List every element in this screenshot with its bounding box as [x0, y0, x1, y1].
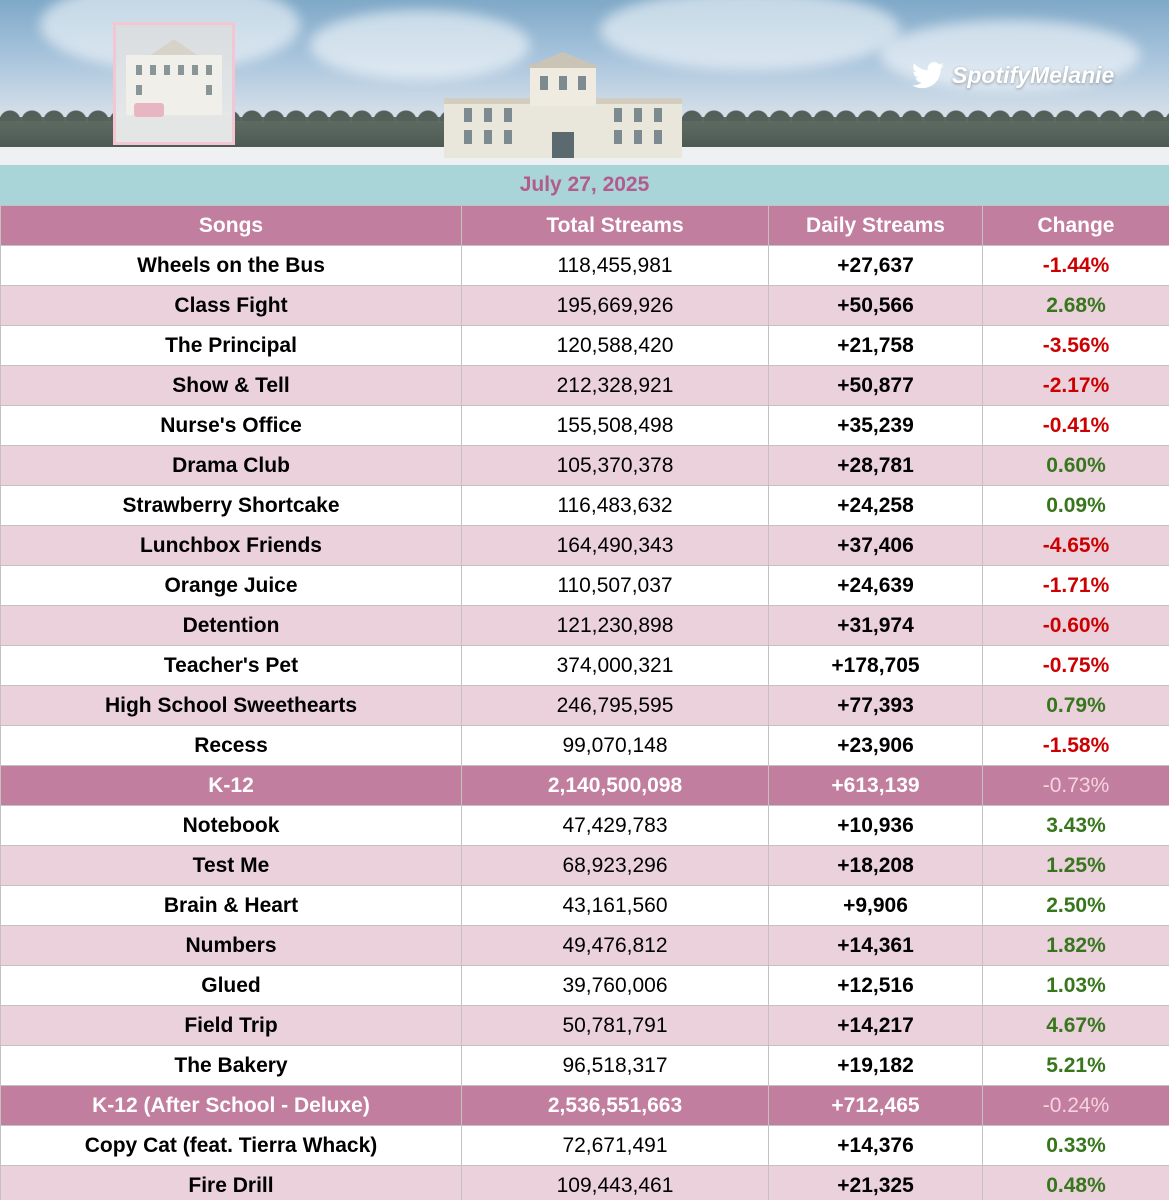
song-name-cell: Brain & Heart	[1, 886, 462, 926]
total-streams-cell: 110,507,037	[462, 566, 769, 606]
total-streams-cell: 105,370,378	[462, 446, 769, 486]
song-name-cell: Field Trip	[1, 1006, 462, 1046]
table-row	[1, 246, 1169, 286]
total-streams-cell: 99,070,148	[462, 726, 769, 766]
total-streams-cell: 246,795,595	[462, 686, 769, 726]
streams-table	[0, 205, 1169, 1200]
table-row	[1, 886, 1169, 926]
change-cell: 1.82%	[983, 926, 1169, 966]
table-row	[1, 566, 1169, 606]
total-streams-cell: 50,781,791	[462, 1006, 769, 1046]
song-name-cell: Wheels on the Bus	[1, 246, 462, 286]
daily-streams-cell: +27,637	[769, 246, 983, 286]
total-streams-cell: 374,000,321	[462, 646, 769, 686]
song-name-cell: Class Fight	[1, 286, 462, 326]
daily-streams-cell: +9,906	[769, 886, 983, 926]
daily-streams-cell: +28,781	[769, 446, 983, 486]
daily-streams-cell: +77,393	[769, 686, 983, 726]
table-row	[1, 806, 1169, 846]
song-name-cell: Notebook	[1, 806, 462, 846]
song-name-cell: Strawberry Shortcake	[1, 486, 462, 526]
daily-streams-cell: +21,758	[769, 326, 983, 366]
daily-streams-cell: +35,239	[769, 406, 983, 446]
song-name-cell: Orange Juice	[1, 566, 462, 606]
daily-streams-cell: +14,217	[769, 1006, 983, 1046]
table-row	[1, 846, 1169, 886]
table-row	[1, 326, 1169, 366]
table-row	[1, 1046, 1169, 1086]
song-name-cell: Nurse's Office	[1, 406, 462, 446]
song-name-cell: Detention	[1, 606, 462, 646]
handle-text: SpotifyMelanie	[952, 62, 1115, 88]
total-streams-cell: 72,671,491	[462, 1126, 769, 1166]
change-cell: -0.41%	[983, 406, 1169, 446]
change-cell: -0.60%	[983, 606, 1169, 646]
daily-streams-cell: +178,705	[769, 646, 983, 686]
total-streams-cell: 212,328,921	[462, 366, 769, 406]
table-header-row	[1, 206, 1169, 246]
daily-streams-cell: +14,361	[769, 926, 983, 966]
total-streams-cell: 164,490,343	[462, 526, 769, 566]
change-cell: 3.43%	[983, 806, 1169, 846]
daily-streams-cell: +24,258	[769, 486, 983, 526]
change-cell: 2.68%	[983, 286, 1169, 326]
album-cover	[113, 22, 235, 145]
album-total-row	[1, 766, 1169, 806]
twitter-handle[interactable]	[912, 62, 1114, 89]
song-name-cell: The Principal	[1, 326, 462, 366]
daily-streams-cell: +50,566	[769, 286, 983, 326]
song-name-cell: Lunchbox Friends	[1, 526, 462, 566]
change-cell: -0.75%	[983, 646, 1169, 686]
change-cell: 0.79%	[983, 686, 1169, 726]
table-row	[1, 526, 1169, 566]
daily-streams-cell: +23,906	[769, 726, 983, 766]
song-name-cell: Recess	[1, 726, 462, 766]
total-streams-cell: 43,161,560	[462, 886, 769, 926]
daily-streams-cell: +18,208	[769, 846, 983, 886]
song-name-cell: High School Sweethearts	[1, 686, 462, 726]
change-cell: 0.09%	[983, 486, 1169, 526]
total-streams-cell: 47,429,783	[462, 806, 769, 846]
change-cell: -0.73%	[983, 766, 1169, 806]
daily-streams-cell: +24,639	[769, 566, 983, 606]
table-row	[1, 1006, 1169, 1046]
header-banner	[0, 0, 1169, 165]
change-cell: 5.21%	[983, 1046, 1169, 1086]
table-row	[1, 286, 1169, 326]
daily-streams-cell: +19,182	[769, 1046, 983, 1086]
total-streams-cell: 39,760,006	[462, 966, 769, 1006]
total-streams-cell: 195,669,926	[462, 286, 769, 326]
change-cell: 1.03%	[983, 966, 1169, 1006]
daily-streams-cell: +21,325	[769, 1166, 983, 1200]
song-name-cell: Fire Drill	[1, 1166, 462, 1200]
change-cell: -3.56%	[983, 326, 1169, 366]
daily-streams-cell: +14,376	[769, 1126, 983, 1166]
table-row	[1, 486, 1169, 526]
daily-streams-cell: +31,974	[769, 606, 983, 646]
song-name-cell: Numbers	[1, 926, 462, 966]
column-header-daily-streams: Daily Streams	[769, 206, 983, 246]
song-name-cell: Copy Cat (feat. Tierra Whack)	[1, 1126, 462, 1166]
date-band	[0, 165, 1169, 205]
total-streams-cell: 2,536,551,663	[462, 1086, 769, 1126]
song-name-cell: K-12 (After School - Deluxe)	[1, 1086, 462, 1126]
daily-streams-cell: +50,877	[769, 366, 983, 406]
song-name-cell: Glued	[1, 966, 462, 1006]
total-streams-cell: 116,483,632	[462, 486, 769, 526]
table-row	[1, 406, 1169, 446]
daily-streams-cell: +613,139	[769, 766, 983, 806]
column-header-change: Change	[983, 206, 1169, 246]
daily-streams-cell: +37,406	[769, 526, 983, 566]
song-name-cell: The Bakery	[1, 1046, 462, 1086]
total-streams-cell: 2,140,500,098	[462, 766, 769, 806]
daily-streams-cell: +12,516	[769, 966, 983, 1006]
column-header-total-streams: Total Streams	[462, 206, 769, 246]
palace-illustration	[444, 52, 682, 158]
change-cell: 0.60%	[983, 446, 1169, 486]
song-name-cell: Teacher's Pet	[1, 646, 462, 686]
change-cell: 1.25%	[983, 846, 1169, 886]
total-streams-cell: 96,518,317	[462, 1046, 769, 1086]
table-row	[1, 1126, 1169, 1166]
change-cell: 4.67%	[983, 1006, 1169, 1046]
table-row	[1, 606, 1169, 646]
table-row	[1, 726, 1169, 766]
change-cell: -0.24%	[983, 1086, 1169, 1126]
column-header-songs: Songs	[1, 206, 462, 246]
total-streams-cell: 109,443,461	[462, 1166, 769, 1200]
song-name-cell: Drama Club	[1, 446, 462, 486]
album-total-row	[1, 1086, 1169, 1126]
total-streams-cell: 155,508,498	[462, 406, 769, 446]
table-row	[1, 366, 1169, 406]
report-date: July 27, 2025	[519, 173, 650, 196]
table-row	[1, 926, 1169, 966]
change-cell: -2.17%	[983, 366, 1169, 406]
change-cell: 0.48%	[983, 1166, 1169, 1200]
change-cell: -1.44%	[983, 246, 1169, 286]
song-name-cell: Test Me	[1, 846, 462, 886]
total-streams-cell: 49,476,812	[462, 926, 769, 966]
change-cell: -1.58%	[983, 726, 1169, 766]
table-row	[1, 966, 1169, 1006]
total-streams-cell: 68,923,296	[462, 846, 769, 886]
total-streams-cell: 120,588,420	[462, 326, 769, 366]
daily-streams-cell: +10,936	[769, 806, 983, 846]
song-name-cell: K-12	[1, 766, 462, 806]
daily-streams-cell: +712,465	[769, 1086, 983, 1126]
change-cell: -4.65%	[983, 526, 1169, 566]
song-name-cell: Show & Tell	[1, 366, 462, 406]
table-row	[1, 646, 1169, 686]
total-streams-cell: 118,455,981	[462, 246, 769, 286]
total-streams-cell: 121,230,898	[462, 606, 769, 646]
table-row	[1, 686, 1169, 726]
twitter-bird-icon	[912, 62, 944, 89]
change-cell: 0.33%	[983, 1126, 1169, 1166]
change-cell: -1.71%	[983, 566, 1169, 606]
change-cell: 2.50%	[983, 886, 1169, 926]
table-row	[1, 1166, 1169, 1200]
table-row	[1, 446, 1169, 486]
